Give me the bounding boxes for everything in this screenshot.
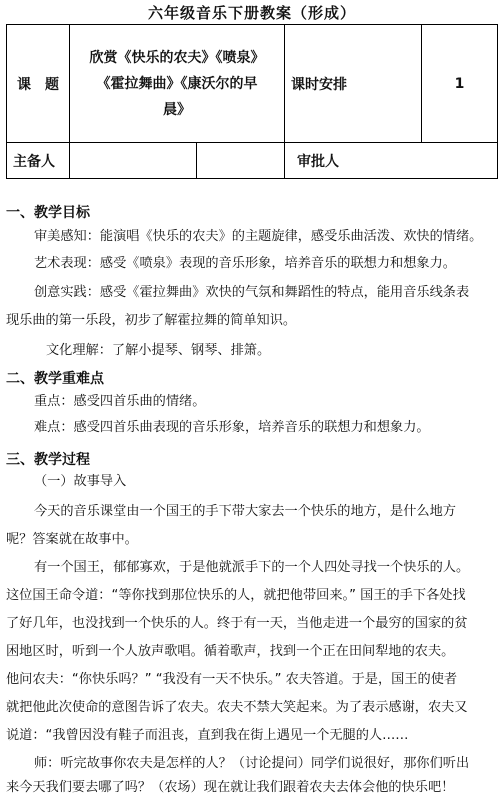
schedule-value: 1 <box>422 25 498 143</box>
paragraph-line: 困地区时，听到一个人放声歌唱。循着歌声，找到一个正在田间犁地的农夫。 <box>6 644 455 659</box>
schedule-label: 课时安排 <box>285 25 422 143</box>
goal-item: 创意实践：感受《霍拉舞曲》欢快的气氛和舞蹈性的特点，能用音乐线条表 <box>34 285 470 300</box>
table-divider <box>196 143 197 179</box>
course-label: 课 题 <box>7 25 70 143</box>
preparer-label: 主备人 <box>7 143 70 179</box>
paragraph-line: 说道：“我曾因没有鞋子而沮丧，直到我在街上遇见一个无腿的人…… <box>6 728 409 743</box>
goal-item: 审美感知：能演唱《快乐的农夫》的主题旋律，感受乐曲活泼、欢快的情绪。 <box>34 229 483 244</box>
paragraph-line: 了好几年，也没找到一个快乐的人。终于有一天，当他走进一个最穷的国家的贫 <box>6 616 468 631</box>
key-heading: 二、教学重难点 <box>6 371 104 387</box>
paragraph-line: 今天的音乐课堂由一个国王的手下带大家去一个快乐的地方，是什么地方 <box>34 504 456 519</box>
lesson-title-cell <box>70 25 285 143</box>
process-heading: 三、教学过程 <box>6 452 90 468</box>
lesson-title-line: 晨》 <box>163 101 191 118</box>
key-item: 难点：感受四首乐曲表现的音乐形象，培养音乐的联想力和想象力。 <box>34 420 430 435</box>
goals-heading: 一、教学目标 <box>6 205 90 221</box>
lesson-info-table <box>6 24 498 179</box>
lesson-title-line: 欣赏《快乐的农夫》《喷泉》 <box>89 49 265 66</box>
paragraph-line: 有一个国王，郁郁寡欢，于是他就派手下的一个人四处寻找一个快乐的人。 <box>34 560 470 575</box>
preparer-value <box>70 143 285 179</box>
step-heading: （一）故事导入 <box>34 474 127 489</box>
paragraph-line: 他问农夫：“你快乐吗？” “我没有一天不快乐。” 农夫答道。于是，国王的使者 <box>6 672 458 687</box>
key-item: 重点：感受四首乐曲的情绪。 <box>34 394 206 409</box>
paragraph-line: 就把他此次使命的意图告诉了农夫。农夫不禁大笑起来。为了表示感谢，农夫又 <box>6 700 468 715</box>
page-title: 六年级音乐下册教案（形成） <box>147 4 356 22</box>
lesson-title-line: 《霍拉舞曲》《康沃尔的早 <box>96 75 258 92</box>
goal-item-continued: 现乐曲的第一乐段，初步了解霍拉舞的简单知识。 <box>6 313 297 328</box>
paragraph-line: 师：听完故事你农夫是怎样的人？（讨论提问）同学们说很好，那你们听出 <box>34 756 470 771</box>
goal-item: 艺术表现：感受《喷泉》表现的音乐形象，培养音乐的联想力和想象力。 <box>34 256 456 271</box>
paragraph-line: 来今天我们要去哪了吗？（农场）现在就让我们跟着农夫去体会他的快乐吧！ <box>6 780 455 795</box>
paragraph-line: 这位国王命令道：“等你找到那位快乐的人，就把他带回来。” 国王的手下各处找 <box>6 588 466 603</box>
paragraph-line: 呢？答案就在故事中。 <box>6 532 138 547</box>
approver-label: 审批人 <box>285 143 498 179</box>
goal-item: 文化理解：了解小提琴、钢琴、排箫。 <box>46 343 271 358</box>
